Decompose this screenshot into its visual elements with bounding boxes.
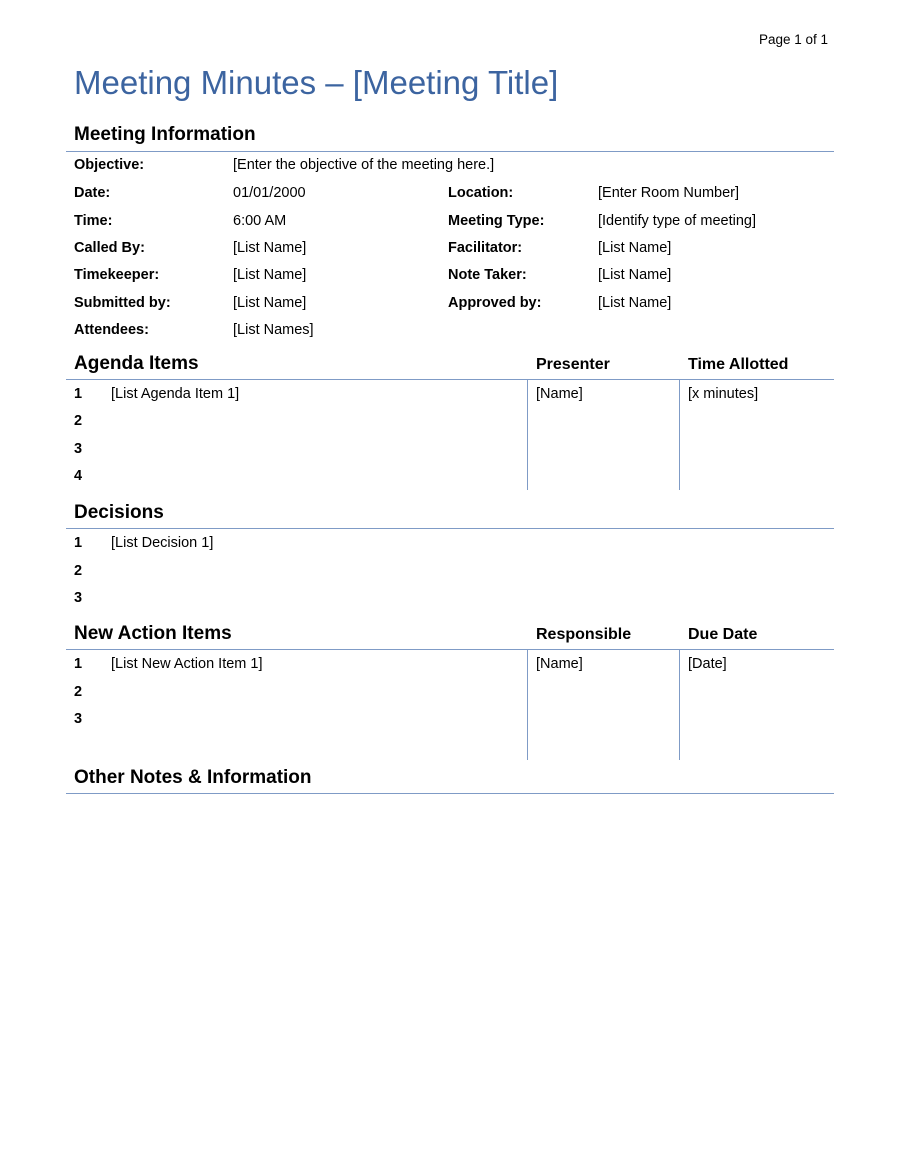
approved-by-field[interactable]: [List Name] bbox=[598, 295, 672, 311]
decision-item-field[interactable]: [List Decision 1] bbox=[111, 535, 214, 551]
presenter-column-header: Presenter bbox=[536, 356, 610, 373]
meeting-type-field[interactable]: [Identify type of meeting] bbox=[598, 213, 756, 229]
agenda-row-number: 2 bbox=[74, 413, 83, 429]
time-label: Time: bbox=[74, 213, 113, 229]
timekeeper-field[interactable]: [List Name] bbox=[233, 267, 307, 283]
action-row-number: 3 bbox=[74, 711, 83, 727]
agenda-divider-time bbox=[679, 380, 680, 490]
action-row-number: 1 bbox=[74, 656, 83, 672]
decisions-rule bbox=[66, 528, 834, 529]
date-label: Date: bbox=[74, 185, 111, 201]
other-notes-heading: Other Notes & Information bbox=[74, 767, 312, 788]
due-date-column-header: Due Date bbox=[688, 626, 758, 643]
agenda-heading: Agenda Items bbox=[74, 353, 199, 374]
location-field[interactable]: [Enter Room Number] bbox=[598, 185, 740, 201]
agenda-row-number: 3 bbox=[74, 441, 83, 457]
page-number: Page 1 of 1 bbox=[759, 32, 829, 47]
action-row-number: 2 bbox=[74, 684, 83, 700]
attendees-field[interactable]: [List Names] bbox=[233, 322, 314, 338]
action-due-field[interactable]: [Date] bbox=[688, 656, 727, 672]
meeting-info-heading: Meeting Information bbox=[74, 124, 256, 145]
agenda-item-field[interactable]: [List Agenda Item 1] bbox=[111, 386, 240, 402]
action-responsible-field[interactable]: [Name] bbox=[536, 656, 583, 672]
agenda-row-number: 1 bbox=[74, 386, 83, 402]
page-title[interactable]: Meeting Minutes – [Meeting Title] bbox=[74, 64, 559, 101]
submitted-by-label: Submitted by: bbox=[74, 295, 171, 311]
decisions-heading: Decisions bbox=[74, 502, 164, 523]
note-taker-label: Note Taker: bbox=[448, 267, 527, 283]
meeting-info-rule bbox=[66, 151, 834, 152]
submitted-by-field[interactable]: [List Name] bbox=[233, 295, 307, 311]
responsible-column-header: Responsible bbox=[536, 626, 632, 643]
action-items-heading: New Action Items bbox=[74, 623, 232, 644]
time-allotted-column-header: Time Allotted bbox=[688, 356, 789, 373]
objective-field[interactable]: [Enter the objective of the meeting here.] bbox=[233, 157, 495, 173]
agenda-rule bbox=[66, 379, 834, 380]
decision-row-number: 2 bbox=[74, 563, 83, 579]
approved-by-label: Approved by: bbox=[448, 295, 542, 311]
location-label: Location: bbox=[448, 185, 514, 201]
other-notes-area[interactable] bbox=[74, 800, 834, 1100]
facilitator-label: Facilitator: bbox=[448, 240, 523, 256]
objective-label: Objective: bbox=[74, 157, 145, 173]
attendees-label: Attendees: bbox=[74, 322, 149, 338]
date-field[interactable]: 01/01/2000 bbox=[233, 185, 306, 201]
actions-divider-responsible bbox=[527, 650, 528, 760]
actions-divider-due bbox=[679, 650, 680, 760]
agenda-presenter-field[interactable]: [Name] bbox=[536, 386, 583, 402]
note-taker-field[interactable]: [List Name] bbox=[598, 267, 672, 283]
agenda-row-number: 4 bbox=[74, 468, 83, 484]
other-notes-rule bbox=[66, 793, 834, 794]
facilitator-field[interactable]: [List Name] bbox=[598, 240, 672, 256]
action-item-field[interactable]: [List New Action Item 1] bbox=[111, 656, 263, 672]
timekeeper-label: Timekeeper: bbox=[74, 267, 160, 283]
agenda-divider-presenter bbox=[527, 380, 528, 490]
decision-row-number: 3 bbox=[74, 590, 83, 606]
called-by-label: Called By: bbox=[74, 240, 145, 256]
called-by-field[interactable]: [List Name] bbox=[233, 240, 307, 256]
meeting-type-label: Meeting Type: bbox=[448, 213, 545, 229]
agenda-time-field[interactable]: [x minutes] bbox=[688, 386, 759, 402]
action-items-rule bbox=[66, 649, 834, 650]
decision-row-number: 1 bbox=[74, 535, 83, 551]
time-field[interactable]: 6:00 AM bbox=[233, 213, 287, 229]
